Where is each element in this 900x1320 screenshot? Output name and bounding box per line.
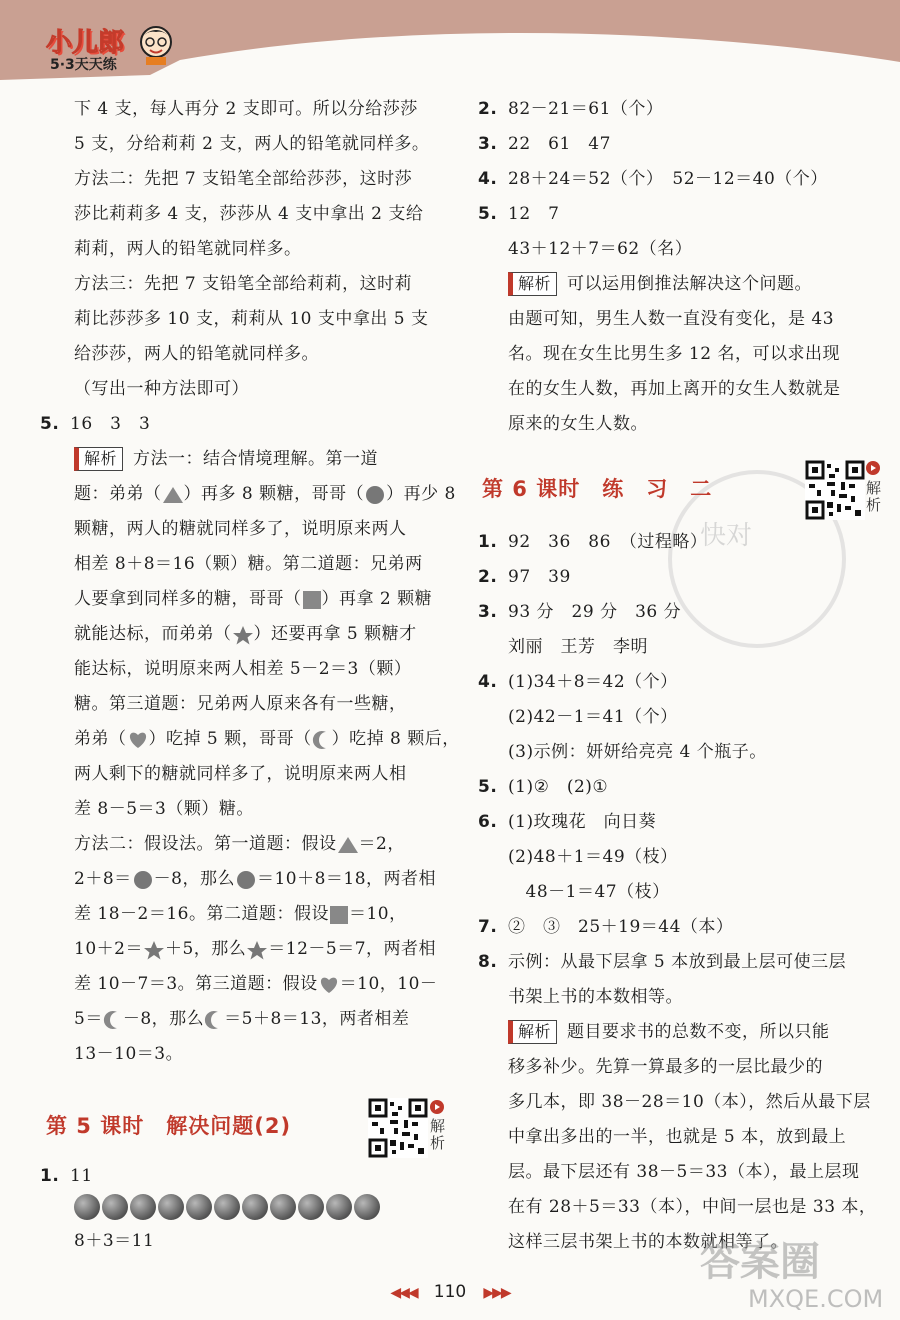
heart-icon xyxy=(127,730,149,750)
question-number: 3. xyxy=(478,134,498,154)
text-line: 莎比莉莉多 4 支，莎莎从 4 支中拿出 2 支给 xyxy=(74,204,424,224)
question-1 xyxy=(40,1165,450,1187)
brand-name: 小儿郎 xyxy=(46,28,125,58)
analysis-line xyxy=(40,967,450,1002)
analysis-tag: 解析 xyxy=(74,447,123,471)
watermark-url: MXQE.COM xyxy=(748,1285,884,1313)
analysis-line: 由题可知，男生人数一直没有变化，是 43 xyxy=(508,309,835,329)
answer-text: 书架上书的本数相等。 xyxy=(508,987,683,1007)
answer-text: (3)示例：妍妍给亮亮 4 个瓶子。 xyxy=(508,742,767,762)
analysis-text: ＝10， xyxy=(348,904,407,924)
watermark-logo: 答案圈 xyxy=(700,1239,820,1285)
page-number: 110 xyxy=(433,1282,467,1302)
answer-equation: 43＋12＋7＝62（名） xyxy=(508,239,693,259)
question-4 xyxy=(478,162,888,197)
analysis-text: ＝5＋8＝13，两者相差 xyxy=(224,1009,410,1029)
text-line: 5 支，分给莉莉 2 支，两人的铅笔就同样多。 xyxy=(74,134,430,154)
left-column xyxy=(40,92,460,1072)
square-icon xyxy=(302,590,322,610)
analysis-text: ）吃掉 8 颗后， xyxy=(331,729,460,749)
analysis-text: －8，那么 xyxy=(122,1009,205,1029)
analysis-text: 10＋2＝ xyxy=(74,939,143,959)
ball-row xyxy=(40,1187,450,1227)
analysis-tag: 解析 xyxy=(508,1020,557,1044)
question-number: 5. xyxy=(478,204,498,224)
circle-icon xyxy=(132,870,154,890)
answer-row xyxy=(478,980,888,1015)
analysis-text: 5＝ xyxy=(74,1009,103,1029)
question-number: 7. xyxy=(478,917,498,937)
question-number: 8. xyxy=(478,952,498,972)
triangle-icon xyxy=(337,836,359,854)
answer-row xyxy=(478,560,888,595)
analysis-line: 两人剩下的糖就同样多了，说明原来两人相 xyxy=(74,764,407,784)
answer-text: (1)② (2)① xyxy=(508,777,609,797)
analysis-text: ＝2， xyxy=(358,834,405,854)
ball-icon xyxy=(214,1194,240,1220)
analysis-line xyxy=(40,442,450,477)
lesson-5-title: 第 5 课时 解决问题(2) xyxy=(46,1114,292,1138)
answer-row xyxy=(478,805,888,840)
analysis-text: 人要拿到同样多的糖，哥哥（ xyxy=(74,589,302,609)
answer-text: 12 7 xyxy=(508,204,560,224)
ball-icon xyxy=(354,1194,380,1220)
text-line: （写出一种方法即可） xyxy=(74,379,249,399)
ball-icon xyxy=(130,1194,156,1220)
answer-text: (1)玫瑰花 向日葵 xyxy=(508,812,657,832)
text-line: 下 4 支，每人再分 2 支即可。所以分给莎莎 xyxy=(74,99,418,119)
analysis-line: 在有 28＋5＝33（本），中间一层也是 33 本， xyxy=(508,1197,877,1217)
analysis-text: 方法二：假设法。第一道题：假设 xyxy=(74,834,337,854)
question-number: 2. xyxy=(478,99,498,119)
square-icon xyxy=(329,905,349,925)
star-icon xyxy=(246,940,268,960)
moon-icon xyxy=(103,1010,123,1030)
text-line: 莉莉，两人的铅笔就同样多。 xyxy=(74,239,302,259)
circle-icon xyxy=(235,870,257,890)
analysis-line: 这样三层书架上书的本数就相等了。 xyxy=(508,1232,788,1252)
answer-row xyxy=(478,910,888,945)
answer-text: 82－21＝61（个） xyxy=(508,99,664,119)
analysis-text: －8，那么 xyxy=(153,869,235,889)
heart-icon xyxy=(318,975,340,995)
ball-icon xyxy=(298,1194,324,1220)
analysis-text: 题目要求书的总数不变，所以只能 xyxy=(567,1022,830,1042)
analysis-text: 差 10－7＝3。第三道题：假设 xyxy=(74,974,318,994)
answer-text: 92 36 86 （过程略） xyxy=(508,532,708,552)
question-number: 1. xyxy=(40,1166,60,1186)
analysis-text: 就能达标，而弟弟（ xyxy=(74,624,232,644)
play-icon xyxy=(866,461,880,475)
ball-icon xyxy=(326,1194,352,1220)
answer-row xyxy=(478,735,888,770)
answer-text: ② ③ 25＋19＝44（本） xyxy=(508,917,734,937)
analysis-line: 糖。第三道题：兄弟两人原来各有一些糖， xyxy=(74,694,407,714)
analysis-text: ）还要再拿 5 颗糖才 xyxy=(253,624,417,644)
question-number: 3. xyxy=(478,602,498,622)
question-5 xyxy=(478,197,888,232)
answer-text: (2)48＋1＝49（枝） xyxy=(508,847,678,867)
moon-icon xyxy=(312,730,332,750)
text-line: 方法二：先把 7 支铅笔全部给莎莎，这时莎 xyxy=(74,169,413,189)
analysis-text: 方法一：结合情境理解。第一道 xyxy=(133,449,379,469)
analysis-line xyxy=(40,477,456,512)
analysis-line xyxy=(478,1015,888,1050)
analysis-line xyxy=(40,1002,450,1037)
analysis-line: 差 8－5＝3（颗）糖。 xyxy=(74,799,254,819)
analysis-text: ）再少 8 xyxy=(386,484,456,504)
qr-code-icon[interactable] xyxy=(805,460,865,520)
prev-arrows-icon: ◀◀◀ xyxy=(390,1285,417,1301)
analysis-line xyxy=(40,932,450,967)
analysis-text: ）吃掉 5 颗，哥哥（ xyxy=(148,729,312,749)
triangle-icon xyxy=(162,486,184,504)
answer-text: 刘丽 王芳 李明 xyxy=(508,637,648,657)
analysis-line xyxy=(40,897,450,932)
question-number: 4. xyxy=(478,672,498,692)
text-line: 给莎莎，两人的铅笔就同样多。 xyxy=(74,344,319,364)
analysis-line xyxy=(40,862,450,897)
question-number: 2. xyxy=(478,567,498,587)
answer-text: (2)42－1＝41（个） xyxy=(508,707,678,727)
answer-row xyxy=(478,770,888,805)
analysis-line: 层。最下层还有 38－5＝33（本），最上层现 xyxy=(508,1162,860,1182)
star-icon xyxy=(143,940,165,960)
lesson-5-answers xyxy=(40,1165,450,1255)
question-number: 5. xyxy=(478,777,498,797)
answer-text: 97 39 xyxy=(508,567,571,587)
analysis-text: 2＋8＝ xyxy=(74,869,132,889)
qr-label: 解析 xyxy=(430,1117,446,1152)
next-arrows-icon: ▶▶▶ xyxy=(483,1285,510,1301)
brand-logo xyxy=(40,22,180,77)
answer-row xyxy=(478,700,888,735)
answer-row xyxy=(478,595,888,630)
question-5 xyxy=(40,407,450,442)
answer-text: 48－1＝47（枝） xyxy=(508,882,670,902)
answer-row xyxy=(478,665,888,700)
answer-row xyxy=(478,525,888,560)
ball-icon xyxy=(186,1194,212,1220)
answer-row xyxy=(478,875,888,910)
circle-icon xyxy=(364,485,386,505)
analysis-line xyxy=(40,582,450,617)
analysis-line: 相差 8＋8＝16（颗）糖。第二道题：兄弟两 xyxy=(74,554,423,574)
moon-icon xyxy=(204,1010,224,1030)
answer-text: 11 xyxy=(70,1166,93,1186)
analysis-line: 颗糖，两人的糖就同样多了，说明原来两人 xyxy=(74,519,407,539)
analysis-text: ＝10，10－ xyxy=(339,974,438,994)
analysis-text: ＝10＋8＝18，两者相 xyxy=(256,869,437,889)
analysis-text: ）再拿 2 颗糖 xyxy=(321,589,433,609)
analysis-text: 可以运用倒推法解决这个问题。 xyxy=(567,274,813,294)
analysis-text: ）再多 8 颗糖，哥哥（ xyxy=(183,484,365,504)
answer-row xyxy=(478,630,888,665)
answer-text: 16 3 3 xyxy=(70,414,151,434)
answer-row xyxy=(478,945,888,980)
answer-text: 示例：从最下层拿 5 本放到最上层可使三层 xyxy=(508,952,847,972)
analysis-line: 能达标，说明原来两人相差 5－2＝3（颗） xyxy=(74,659,412,679)
analysis-text: 差 18－2＝16。第二道题：假设 xyxy=(74,904,329,924)
analysis-text: 弟弟（ xyxy=(74,729,127,749)
question-2 xyxy=(478,92,888,127)
lesson-6-title: 第 6 课时 练 习 二 xyxy=(482,477,713,501)
analysis-line xyxy=(40,617,450,652)
ball-icon xyxy=(158,1194,184,1220)
question-3 xyxy=(478,127,888,162)
text-line: 莉比莎莎多 10 支，莉莉从 10 支中拿出 5 支 xyxy=(74,309,429,329)
analysis-line: 13－10＝3。 xyxy=(74,1044,184,1064)
question-number: 4. xyxy=(478,169,498,189)
ball-icon xyxy=(102,1194,128,1220)
answer-row xyxy=(478,840,888,875)
analysis-text: ＋5，那么 xyxy=(164,939,247,959)
analysis-line: 中拿出多出的一半，也就是 5 本，放到最上 xyxy=(508,1127,847,1147)
answer-equation: 8＋3＝11 xyxy=(74,1231,155,1251)
answer-text: 93 分 29 分 36 分 xyxy=(508,602,682,622)
ball-icon xyxy=(74,1194,100,1220)
analysis-line: 在的女生人数，再加上离开的女生人数就是 xyxy=(508,379,841,399)
qr-label: 解析 xyxy=(866,479,882,514)
analysis-text: ＝12－5＝7，两者相 xyxy=(268,939,437,959)
ball-icon xyxy=(242,1194,268,1220)
text-line: 方法三：先把 7 支铅笔全部给莉莉，这时莉 xyxy=(74,274,413,294)
analysis-line: 多几本，即 38－28＝10（本），然后从最下层 xyxy=(508,1092,871,1112)
ball-icon xyxy=(270,1194,296,1220)
analysis-line xyxy=(478,267,888,302)
analysis-line xyxy=(40,722,460,757)
answer-text: (1)34＋8＝42（个） xyxy=(508,672,678,692)
answer-text: 22 61 47 xyxy=(508,134,611,154)
question-number: 5. xyxy=(40,414,60,434)
right-column xyxy=(478,92,888,442)
analysis-text: 题：弟弟（ xyxy=(74,484,162,504)
question-number: 6. xyxy=(478,812,498,832)
mascot-icon xyxy=(136,22,176,66)
qr-code-icon[interactable] xyxy=(368,1098,428,1158)
star-icon xyxy=(232,625,254,645)
analysis-tag: 解析 xyxy=(508,272,557,296)
answer-text: 28＋24＝52（个） 52－12＝40（个） xyxy=(508,169,828,189)
question-number: 1. xyxy=(478,532,498,552)
lesson-6-answers xyxy=(478,525,888,1260)
analysis-line: 原来的女生人数。 xyxy=(508,414,648,434)
brand-subtitle: 5·3天天练 xyxy=(50,57,117,73)
watermark-stamp-text: 快对 xyxy=(700,521,753,551)
analysis-line: 名。现在女生比男生多 12 名，可以求出现 xyxy=(508,344,840,364)
analysis-line xyxy=(40,827,450,862)
play-icon xyxy=(430,1100,444,1114)
analysis-line: 移多补少。先算一算最多的一层比最少的 xyxy=(508,1057,823,1077)
